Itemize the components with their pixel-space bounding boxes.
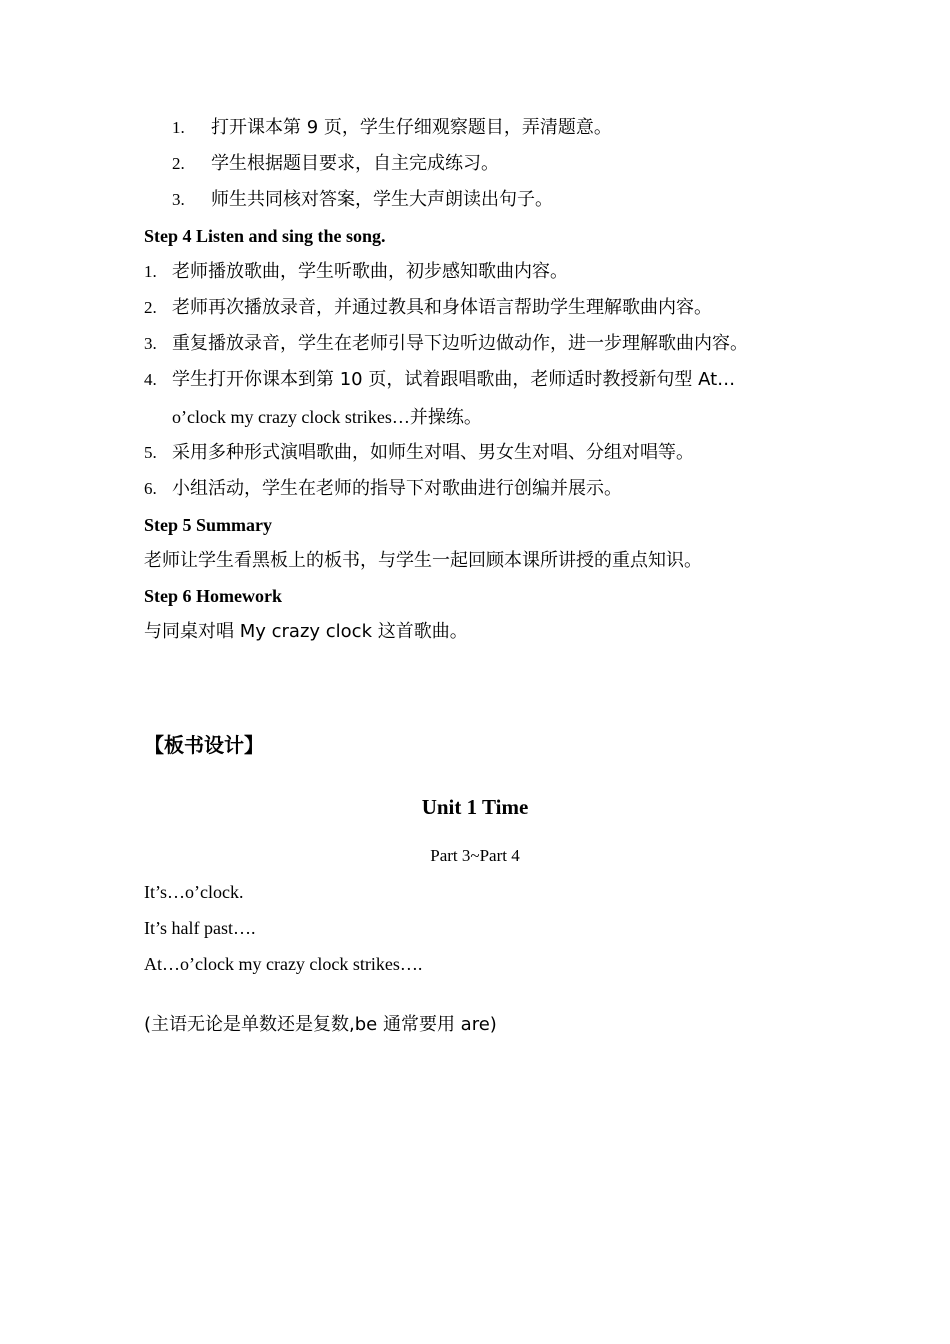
step4-item-number: 5.: [144, 443, 157, 462]
sub-list-number: 3.: [172, 190, 185, 209]
board-subtitle: Part 3~Part 4: [430, 846, 520, 865]
board-line: It’s half past….: [144, 918, 256, 938]
step4-item-number: 1.: [144, 262, 157, 281]
step4-item: 老师播放歌曲，学生听歌曲，初步感知歌曲内容。: [172, 261, 568, 282]
step6-text: 与同桌对唱 My crazy clock 这首歌曲。: [144, 621, 468, 642]
step4-item-number: 3.: [144, 334, 157, 353]
step4-heading: Step 4 Listen and sing the song.: [144, 226, 386, 246]
step4-item-number: 6.: [144, 479, 157, 498]
sub-list-number: 1.: [172, 118, 185, 137]
step4-item-number: 4.: [144, 370, 157, 389]
step4-item: 小组活动，学生在老师的指导下对歌曲进行创编并展示。: [172, 478, 622, 499]
sub-list-item: 学生根据题目要求，自主完成练习。: [211, 153, 499, 174]
sub-list-item: 打开课本第 9 页，学生仔细观察题目，弄清题意。: [211, 117, 612, 138]
step4-item: 重复播放录音，学生在老师引导下边听边做动作，进一步理解歌曲内容。: [172, 333, 748, 354]
step4-item-number: 2.: [144, 298, 157, 317]
step4-item: 学生打开你课本到第 10 页，试着跟唱歌曲，老师适时教授新句型 At…: [172, 369, 736, 390]
board-title: Unit 1 Time: [421, 795, 529, 819]
sub-list-item: 师生共同核对答案，学生大声朗读出句子。: [211, 189, 553, 210]
step4-item: 老师再次播放录音，并通过教具和身体语言帮助学生理解歌曲内容。: [172, 297, 712, 318]
sub-list-number: 2.: [172, 154, 185, 173]
step4-item: 采用多种形式演唱歌曲，如师生对唱、男女生对唱、分组对唱等。: [172, 442, 694, 463]
board-line: At…o’clock my crazy clock strikes….: [144, 954, 423, 974]
step5-text: 老师让学生看黑板上的板书，与学生一起回顾本课所讲授的重点知识。: [144, 550, 702, 571]
step5-heading: Step 5 Summary: [144, 515, 273, 535]
board-note: (主语无论是单数还是复数,be 通常要用 are): [144, 1014, 497, 1035]
step6-heading: Step 6 Homework: [144, 586, 282, 606]
board-heading: 【板书设计】: [144, 733, 264, 757]
step4-item-continuation: o’clock my crazy clock strikes…并操练。: [172, 407, 482, 427]
board-line: It’s…o’clock.: [144, 882, 244, 902]
